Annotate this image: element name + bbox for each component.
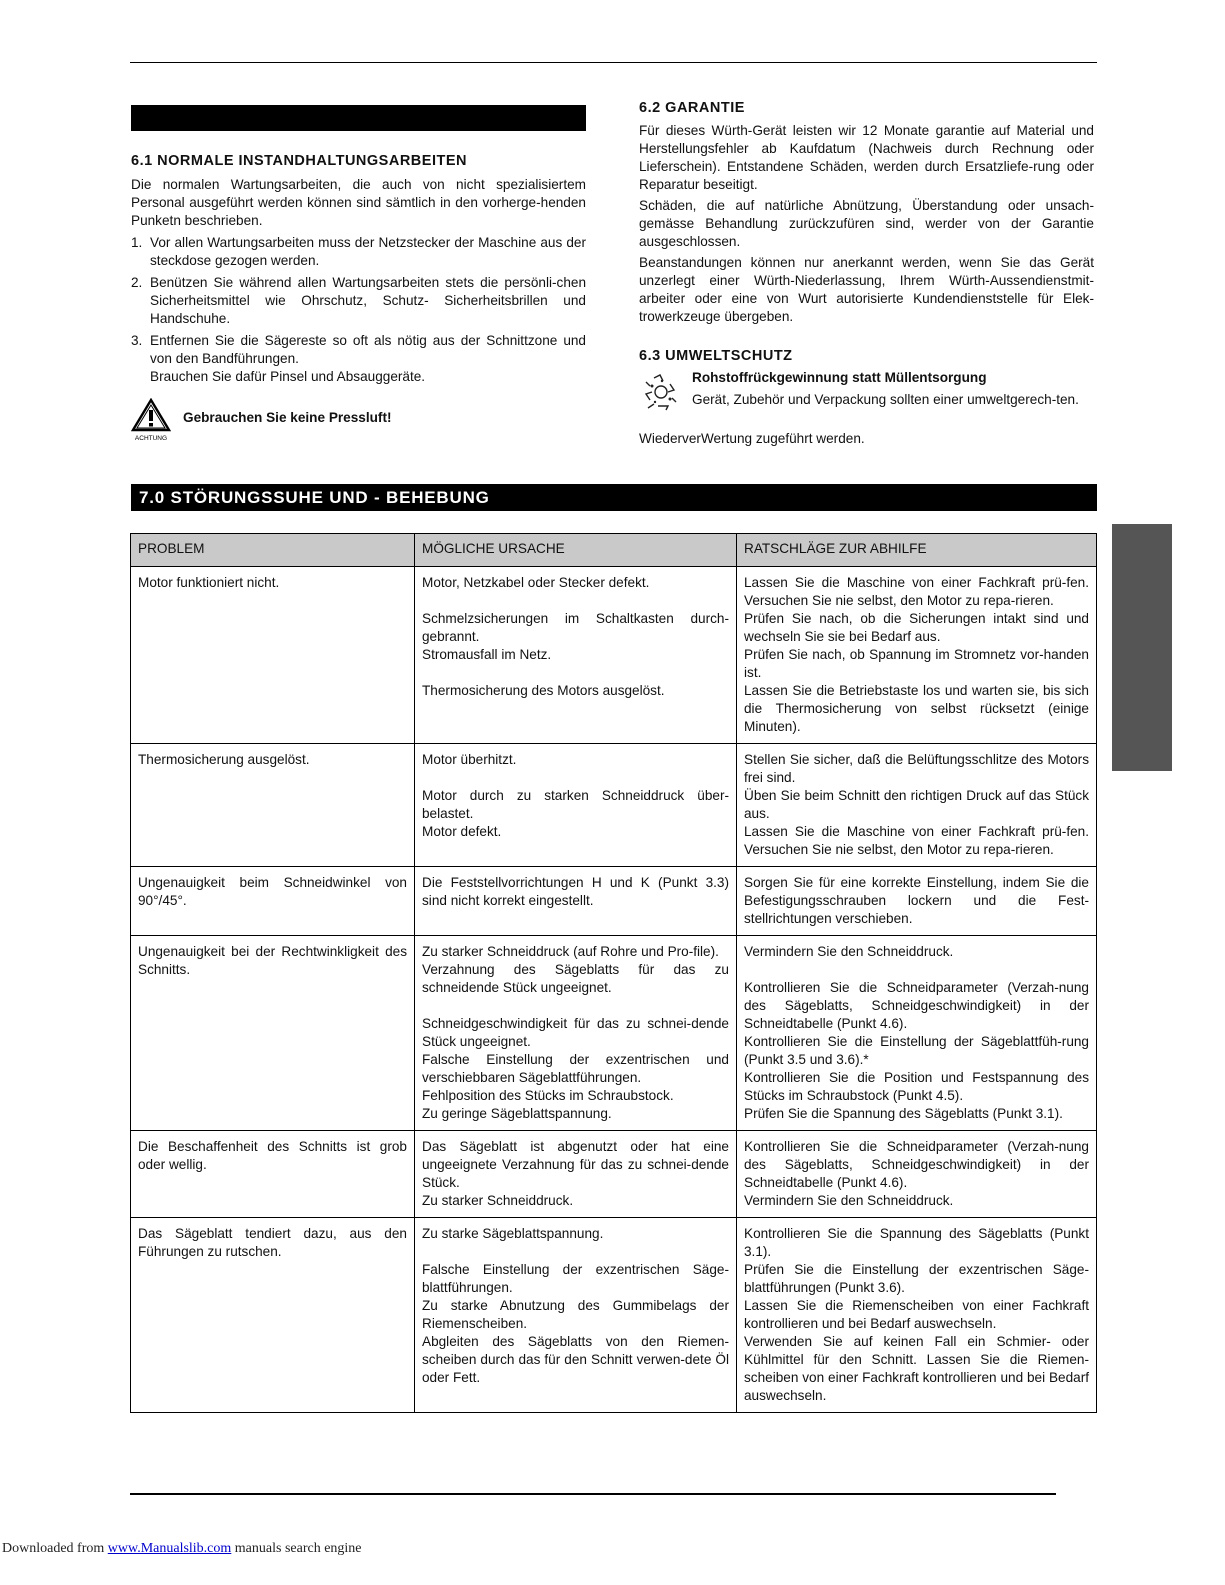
cause-text: Fehlposition des Stücks im Schraubstock. [422, 1088, 674, 1103]
section-6-3-title: 6.3 UMWELTSCHUTZ [639, 348, 793, 364]
remedy-text: Kontrollieren Sie die Schneidparameter (Verzah-nung des Sägeblatts, Schneidgeschwindigkeit) in der Schneidtabelle (Punkt 4.6). [744, 980, 1089, 1031]
remedy-text: Prüfen Sie die Spannung des Sägeblatts (Punkt 3.1). [744, 1106, 1063, 1121]
section-6-1-intro: Die normalen Wartungsarbeiten, die auch von nicht spezialisiertem Personal ausgeführt werden können sind sämtlich in den vorherge-henden Punketn beschrieben. [131, 177, 586, 228]
remedy-text: Lassen Sie die Maschine von einer Fachkraft prü-fen. Versuchen Sie nie selbst, den Motor zu repa-rieren. [744, 824, 1089, 857]
troubleshooting-table [130, 533, 1097, 1413]
problem-cell [131, 744, 415, 867]
download-footer [2, 1541, 362, 1557]
table-row [131, 744, 1097, 867]
cause-cell [415, 936, 737, 1131]
cause-text: Motor durch zu starken Schneiddruck über-belastet. [422, 788, 729, 821]
remedy-text: Lassen Sie die Betriebstaste los und warten sie, bis sich die Thermosicherung von selbst rücksetzt (einige Minuten). [744, 683, 1089, 734]
list-item-number: 1. [131, 235, 143, 250]
header-remedy: RATSCHLÄGE ZUR ABHILFE [737, 534, 1097, 567]
cause-text: Motor, Netzkabel oder Stecker defekt. [422, 575, 650, 590]
section-7-title: 7.0 STÖRUNGSSUHE UND - BEHEBUNG [131, 484, 1097, 511]
remedy-cell [737, 1131, 1097, 1218]
section-6-heading-bar [131, 105, 586, 131]
problem-cell [131, 867, 415, 936]
remedy-text: Sorgen Sie für eine korrekte Einstellung, indem Sie die Befestigungsschrauben lockern und die Fest-stellrichtungen verschieben. [744, 875, 1089, 926]
cause-text: Zu geringe Sägeblattspannung. [422, 1106, 612, 1121]
cause-text: Zu starke Abnutzung des Gummibelags der Riemenscheiben. [422, 1298, 729, 1331]
cause-text: Schmelzsicherungen im Schaltkasten durch-gebrannt. [422, 611, 729, 644]
problem-cell [131, 936, 415, 1131]
section-6-1-title: 6.1 NORMALE INSTANDHALTUNGSARBEITEN [131, 153, 467, 169]
remedy-text: Vermindern Sie den Schneiddruck. [744, 944, 954, 959]
remedy-text: Kontrollieren Sie die Position und Festspannung des Stücks im Schraubstock (Punkt 4.5). [744, 1070, 1089, 1103]
cause-cell [415, 744, 737, 867]
cause-text: Abgleiten des Sägeblatts von den Riemen-scheiben durch das für den Schnitt verwen-dete Öl oder Fett. [422, 1334, 729, 1385]
remedy-text: Vermindern Sie den Schneiddruck. [744, 1193, 954, 1208]
cause-text: Thermosicherung des Motors ausgelöst. [422, 683, 665, 698]
cause-text: Motor überhitzt. [422, 752, 517, 767]
list-item-number: 2. [131, 275, 143, 290]
cause-cell [415, 867, 737, 936]
table-row [131, 1131, 1097, 1218]
problem-text: Die Beschaffenheit des Schnitts ist grob oder wellig. [138, 1139, 407, 1172]
side-tab-marker [1112, 524, 1172, 771]
header-cause: MÖGLICHE URSACHE [415, 534, 737, 567]
footer-prefix: Downloaded from [2, 1541, 108, 1556]
remedy-text: Prüfen Sie nach, ob Spannung im Stromnetz vor-handen ist. [744, 647, 1089, 680]
table-row [131, 1218, 1097, 1413]
table-header-row [131, 534, 1097, 567]
warning-caption: ACHTUNG [134, 435, 168, 442]
list-item-text: Benützen Sie während allen Wartungsarbeiten stets die persönli-chen Sicherheitsmittel wie Ohrschutz, Schutz- Sicherheitsbrillen und Handschuhe. [150, 275, 586, 326]
remedy-cell [737, 744, 1097, 867]
remedy-text: Prüfen Sie die Einstellung der exzentrischen Säge-blattführungen (Punkt 3.6). [744, 1262, 1089, 1295]
cause-cell [415, 1131, 737, 1218]
problem-cell [131, 567, 415, 744]
recycling-text: Gerät, Zubehör und Verpackung sollten einer umweltgerech-ten. [692, 392, 1079, 407]
header-problem: PROBLEM [131, 534, 415, 567]
table-row [131, 567, 1097, 744]
list-item [131, 234, 586, 270]
remedy-cell [737, 567, 1097, 744]
warning-triangle-icon [131, 398, 171, 442]
top-rule [130, 62, 1097, 63]
recycling-bold-line: Rohstoffrückgewinnung statt Müllentsorgung [692, 370, 987, 385]
cause-text: Schneidgeschwindigkeit für das zu schnei-dende Stück ungeeignet. [422, 1016, 729, 1049]
cause-text: Das Sägeblatt ist abgenutzt oder hat eine ungeeignete Verzahnung für das zu schnei-dende Stück. [422, 1139, 729, 1190]
list-item-text: Vor allen Wartungsarbeiten muss der Netzstecker der Maschine aus der steckdose gezogen werden. [150, 235, 586, 268]
problem-cell [131, 1218, 415, 1413]
problem-cell [131, 1131, 415, 1218]
cause-text: Verzahnung des Sägeblatts für das zu schneidende Stück ungeeignet. [422, 962, 729, 995]
remedy-cell [737, 936, 1097, 1131]
manualslib-link[interactable]: www.Manualslib.com [107, 1541, 232, 1556]
list-item [131, 274, 586, 328]
remedy-text: Stellen Sie sicher, daß die Belüftungsschlitze des Motors frei sind. [744, 752, 1089, 785]
remedy-text: Kontrollieren Sie die Spannung des Sägeblatts (Punkt 3.1). [744, 1226, 1089, 1259]
remedy-text: Lassen Sie die Riemenscheiben von einer Fachkraft kontrollieren und bei Bedarf auswechseln. [744, 1298, 1089, 1331]
table-row [131, 867, 1097, 936]
remedy-text: Lassen Sie die Maschine von einer Fachkraft prü-fen. Versuchen Sie nie selbst, den Motor zu repa-rieren. [744, 575, 1089, 608]
guarantee-paragraph-2: Schäden, die auf natürliche Abnützung, Überstandung oder unsach-gemässe Behandlung zurückzufüren sind, werder von der Garantie ausgeschlossen. [639, 198, 1094, 249]
remedy-text: Kontrollieren Sie die Einstellung der Sägeblattfüh-rung (Punkt 3.5 und 3.6).* [744, 1034, 1089, 1067]
maintenance-list [131, 234, 586, 390]
cause-text: Zu starke Sägeblattspannung. [422, 1226, 604, 1241]
recycling-icon [640, 372, 682, 414]
problem-text: Motor funktioniert nicht. [138, 575, 280, 590]
cause-text: Zu starker Schneiddruck (auf Rohre und Pro-file). [422, 944, 719, 959]
cause-text: Motor defekt. [422, 824, 502, 839]
recycling-last-line: WiederverWertung zugeführt werden. [639, 431, 865, 446]
cause-text: Die Feststellvorrichtungen H und K (Punkt 3.3) sind nicht korrekt eingestellt. [422, 875, 729, 908]
problem-text: Thermosicherung ausgelöst. [138, 752, 310, 767]
cause-text: Falsche Einstellung der exzentrischen Säge-blattführungen. [422, 1262, 729, 1295]
section-6-2-title: 6.2 GARANTIE [639, 100, 745, 116]
cause-cell [415, 567, 737, 744]
remedy-text: Kontrollieren Sie die Schneidparameter (Verzah-nung des Sägeblatts, Schneidgeschwindigkeit) in der Schneidtabelle (Punkt 4.6). [744, 1139, 1089, 1190]
table-row [131, 936, 1097, 1131]
cause-cell [415, 1218, 737, 1413]
problem-text: Ungenauigkeit beim Schneidwinkel von 90°/45°. [138, 875, 407, 908]
guarantee-paragraph-3: Beanstandungen können nur anerkannt werden, wenn Sie das Gerät unzerlegt einer Würth-Niederlassung, Ihrem Würth-Aussendienstmit-arbeiter oder eine von Wurt autorisierte Kundendienststelle für Elek-trowerkzeuge übergeben. [639, 255, 1094, 324]
cause-text: Stromausfall im Netz. [422, 647, 552, 662]
list-item-extra: Brauchen Sie dafür Pinsel und Absauggeräte. [150, 369, 426, 384]
problem-text: Das Sägeblatt tendiert dazu, aus den Führungen zu rutschen. [138, 1226, 407, 1259]
remedy-text: Üben Sie beim Schnitt den richtigen Druck auf das Stück aus. [744, 788, 1089, 821]
cause-text: Falsche Einstellung der exzentrischen und verschiebbaren Sägeblattführungen. [422, 1052, 729, 1085]
list-item-number: 3. [131, 333, 143, 348]
list-item-text: Entfernen Sie die Sägereste so oft als nötig aus der Schnittzone und von den Bandführungen. [150, 333, 586, 366]
guarantee-paragraph-1: Für dieses Würth-Gerät leisten wir 12 Monate garantie auf Material und Herstellungsfehler ab Kaufdatum (Nachweis durch Rechnung oder Lieferschein). Entstandene Schäden, werden durch Ersatzliefe-rung oder Reparatur beseitigt. [639, 123, 1094, 192]
list-item [131, 332, 586, 386]
problem-text: Ungenauigkeit bei der Rechtwinkligkeit des Schnitts. [138, 944, 407, 977]
remedy-cell [737, 1218, 1097, 1413]
footer-suffix: manuals search engine [231, 1541, 362, 1556]
remedy-cell [737, 867, 1097, 936]
cause-text: Zu starker Schneiddruck. [422, 1193, 574, 1208]
remedy-text: Prüfen Sie nach, ob die Sicherungen intakt sind und wechseln Sie sie bei Bedarf aus. [744, 611, 1089, 644]
bottom-rule [130, 1493, 1056, 1495]
warning-text: Gebrauchen Sie keine Pressluft! [183, 410, 392, 425]
remedy-text: Verwenden Sie auf keinen Fall ein Schmier- oder Kühlmittel für den Schnitt. Lassen Sie die Riemen-scheiben von einer Fachkraft kontrollieren und bei Bedarf auswechseln. [744, 1334, 1089, 1403]
